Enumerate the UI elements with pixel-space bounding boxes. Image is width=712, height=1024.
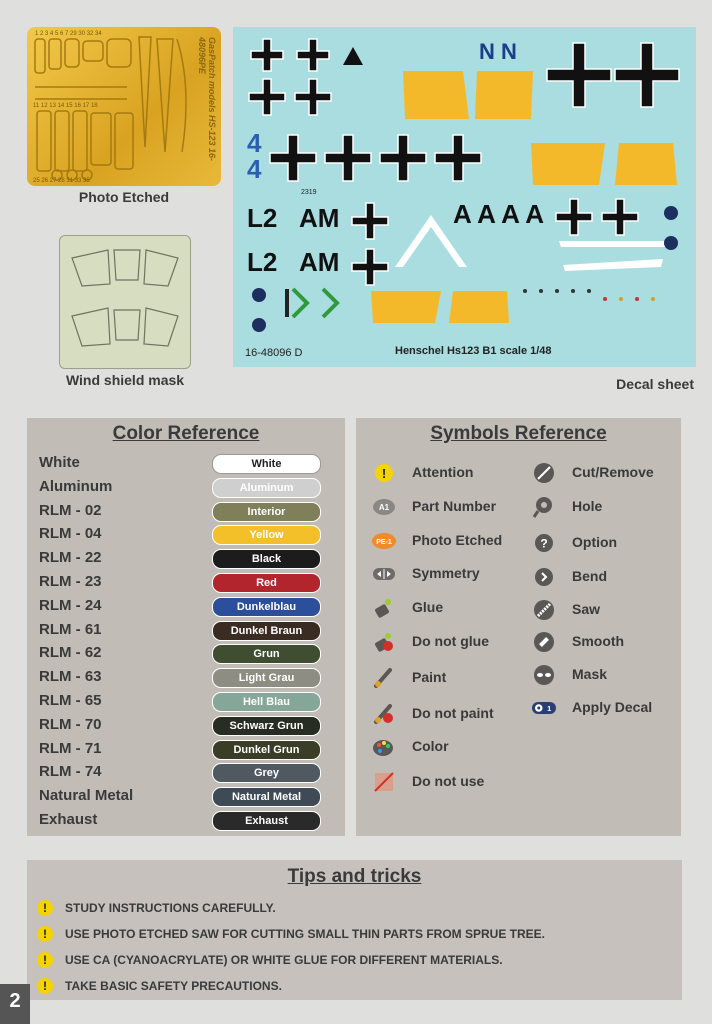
svg-text:25 26 27 28 31 33 35: 25 26 27 28 31 33 35 (33, 178, 90, 184)
svg-text:1 2 3 4 5 6 7 29 30 32 34: 1 2 3 4 5 6 7 29 30 32 34 (35, 31, 102, 37)
decal-sheet-image (233, 27, 696, 367)
color-row (39, 454, 334, 474)
color-row (39, 644, 334, 664)
tip-text: TAKE BASIC SAFETY PRECAUTIONS. (65, 979, 282, 993)
color-row (39, 668, 334, 688)
symbol-row (372, 529, 532, 553)
symbol-label: Photo Etched (412, 532, 503, 548)
symbol-row (372, 666, 532, 690)
symmetry-icon (372, 562, 396, 586)
symbol-label: Attention (412, 464, 474, 480)
color-swatch: Light Grau (212, 668, 321, 688)
tip-text: USE PHOTO ETCHED SAW FOR CUTTING SMALL THIN PARTS FROM SPRUE TREE. (65, 927, 546, 941)
symbol-label: Symmetry (412, 565, 480, 581)
color-reference-panel (27, 418, 345, 836)
windshield-mask-drawing (60, 236, 190, 368)
decal-code-l2-2: L2 (247, 247, 278, 277)
attention-icon: ! (37, 900, 53, 916)
color-name: RLM - 04 (39, 525, 102, 543)
hole-icon (532, 495, 556, 519)
color-swatch: Schwarz Grun (212, 716, 321, 736)
color-row (39, 502, 334, 522)
symbol-label: Do not glue (412, 633, 489, 649)
color-name: RLM - 24 (39, 596, 102, 614)
decal-code: 16-48096 D (245, 347, 303, 359)
decal-code-am-2: AM (299, 247, 340, 277)
color-swatch: Interior (212, 502, 321, 522)
color-row (39, 763, 334, 783)
color-name: RLM - 23 (39, 573, 102, 590)
symbol-label: Do not use (412, 773, 485, 789)
symbol-row (532, 495, 677, 519)
symbol-row (372, 735, 532, 759)
color-name: RLM - 65 (39, 692, 102, 709)
color-swatch: Dunkel Braun (212, 621, 321, 641)
svg-text:PE-1: PE-1 (376, 539, 392, 546)
symbol-label: Glue (412, 599, 444, 615)
color-row (39, 573, 334, 593)
do-not-paint-icon (372, 702, 396, 726)
do-not-glue-icon (372, 630, 396, 654)
symbol-label: Apply Decal (572, 699, 653, 715)
color-row (39, 549, 334, 569)
color-name: RLM - 70 (39, 715, 102, 733)
symbol-row (372, 596, 532, 620)
color-swatch: White (212, 454, 321, 474)
color-row (39, 597, 334, 617)
attention-icon: ! (37, 978, 53, 994)
color-swatch: Red (212, 573, 321, 593)
color-swatch: Dunkel Grun (212, 740, 321, 760)
color-name: RLM - 62 (39, 644, 102, 662)
symbol-row (532, 663, 677, 687)
photo-etched-fret-image (27, 27, 221, 186)
tips-title: Tips and tricks (287, 866, 422, 887)
photo-etched-parts-drawing (27, 27, 221, 186)
color-swatch: Black (212, 549, 321, 569)
color-name: RLM - 71 (39, 739, 102, 757)
tips-panel (27, 860, 682, 1000)
symbol-row (532, 531, 677, 555)
symbol-label: Saw (572, 601, 601, 617)
option-icon (532, 531, 556, 555)
symbol-row (532, 630, 677, 654)
color-swatch: Hell Blau (212, 692, 321, 712)
svg-text:?: ? (540, 536, 548, 551)
photo-etched-icon (372, 529, 396, 553)
symbol-row (372, 702, 532, 726)
color-swatch: Exhaust (212, 811, 321, 831)
decal-nn-letters: N N (479, 39, 517, 64)
color-row (39, 478, 334, 498)
decal-aaaa-letters: A A A A (453, 199, 544, 229)
decal-title: Henschel Hs123 B1 scale 1/48 (395, 345, 552, 357)
smooth-icon (532, 630, 556, 654)
symbol-label: Option (572, 534, 618, 550)
decal-sheet-drawing (233, 27, 696, 367)
symbol-label: Smooth (572, 633, 625, 649)
symbol-row (372, 770, 532, 794)
color-name: Aluminum (39, 477, 113, 495)
color-swatch: Grun (212, 644, 321, 664)
svg-text:11 12 13 14 15 16 17 18: 11 12 13 14 15 16 17 18 (33, 103, 98, 109)
symbol-row (532, 598, 677, 622)
decal-four-2: 4 (247, 154, 262, 184)
paint-icon (372, 666, 396, 690)
photo-etched-caption: Photo Etched (78, 189, 170, 205)
tip-text: USE CA (CYANOACRYLATE) OR WHITE GLUE FOR DIFFERENT MATERIALS. (65, 953, 503, 967)
svg-text:!: ! (381, 466, 387, 481)
symbol-label: Part Number (412, 498, 497, 514)
color-row (39, 525, 334, 545)
color-name: Exhaust (39, 811, 98, 828)
attention-icon: ! (37, 926, 53, 942)
color-swatch: Yellow (212, 525, 321, 545)
palette-icon (372, 735, 396, 759)
color-name: RLM - 63 (39, 668, 102, 686)
decal-sheet-caption: Decal sheet (616, 376, 694, 392)
windshield-mask-caption: Wind shield mask (65, 372, 185, 388)
symbol-row (532, 565, 677, 589)
page-number: 2 (0, 984, 30, 1024)
color-row (39, 787, 334, 807)
symbol-label: Paint (412, 669, 447, 685)
symbol-row (532, 461, 677, 485)
symbol-row (372, 630, 532, 654)
color-name: Natural Metal (39, 787, 134, 805)
color-name: White (39, 454, 80, 471)
glue-icon (372, 596, 396, 620)
bend-icon (532, 565, 556, 589)
cut-icon (532, 461, 556, 485)
symbol-label: Color (412, 738, 449, 754)
color-reference-title: Color Reference (112, 423, 260, 444)
color-row (39, 692, 334, 712)
symbol-row (532, 696, 677, 720)
color-swatch: Dunkelblau (212, 597, 321, 617)
symbol-row (372, 495, 532, 519)
color-name: RLM - 22 (39, 549, 102, 567)
decal-four-1: 4 (247, 128, 262, 158)
symbol-row (372, 461, 532, 485)
color-row (39, 621, 334, 641)
symbol-row (372, 562, 532, 586)
apply-decal-icon (532, 696, 556, 720)
color-name: RLM - 61 (39, 620, 102, 638)
symbols-reference-panel (356, 418, 681, 836)
color-row (39, 811, 334, 831)
symbol-label: Hole (572, 498, 603, 514)
color-name: RLM - 02 (39, 501, 102, 519)
decal-code-am-1: AM (299, 203, 340, 233)
symbol-label: Mask (572, 666, 608, 682)
decal-code-l2-1: L2 (247, 203, 278, 233)
symbol-label: Bend (572, 568, 607, 584)
symbol-label: Do not paint (412, 705, 494, 721)
do-not-use-icon (372, 770, 396, 794)
color-row (39, 716, 334, 736)
color-swatch: Natural Metal (212, 787, 321, 807)
color-name: RLM - 74 (39, 763, 102, 781)
windshield-mask-image (59, 235, 191, 369)
color-swatch: Aluminum (212, 478, 321, 498)
symbols-reference-title: Symbols Reference (430, 423, 607, 444)
attention-icon: ! (37, 952, 53, 968)
part-number-icon (372, 495, 396, 519)
svg-text:A1: A1 (378, 503, 390, 512)
color-row (39, 740, 334, 760)
color-swatch: Grey (212, 763, 321, 783)
decal-serial: 2319 (301, 189, 317, 196)
svg-text:1: 1 (547, 704, 552, 713)
photo-etched-brand-text: GasPatch models HS-123 16-48096PE (197, 37, 217, 162)
attention-icon (372, 461, 396, 485)
saw-icon (532, 598, 556, 622)
tip-text: STUDY INSTRUCTIONS CAREFULLY. (65, 901, 276, 915)
mask-icon (532, 663, 556, 687)
symbol-label: Cut/Remove (572, 464, 654, 480)
